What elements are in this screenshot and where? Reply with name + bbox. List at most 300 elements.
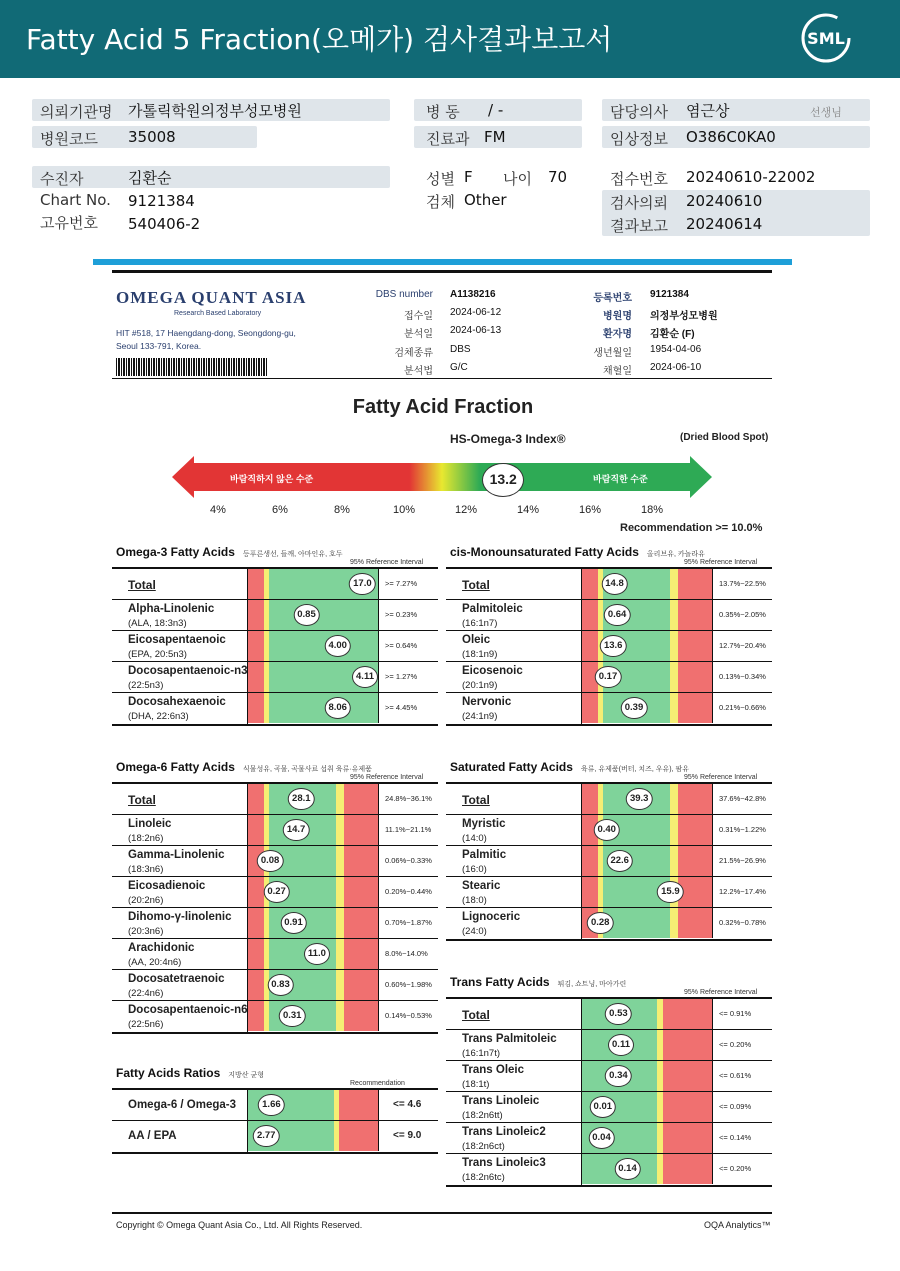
range-zone [663,999,712,1029]
range-bar [248,908,378,938]
reg-value: 9121384 [650,289,689,300]
ratios-table [112,1088,438,1154]
range-bar [248,569,378,599]
ward-label: 병 동 [426,103,460,121]
table-row [446,846,772,877]
range-zone [670,908,678,938]
table-row [446,693,772,724]
omega3-title-text: Omega-3 Fatty Acids [116,545,235,559]
value-marker: 0.91 [280,912,307,934]
reference-interval: <= 0.14% [712,1123,772,1153]
range-zone [344,908,378,938]
doctor-label: 담당의사 [610,103,668,121]
code-value: 35008 [128,128,176,146]
gauge-tick-label: 16% [578,504,602,516]
row-name: Alpha-Linolenic [128,603,215,615]
range-bar [248,970,378,1000]
row-name: Total [462,578,490,592]
report-title: Fatty Acid 5 Fraction(오메가) 검사결과보고서 [26,23,613,56]
row-name: Trans Palmitoleic [462,1033,557,1045]
range-zone [269,600,378,630]
range-zone [248,815,264,845]
range-zone [582,569,598,599]
reference-interval: <= 0.61% [712,1061,772,1091]
value-marker: 0.08 [257,850,284,872]
saturated-title [450,760,689,774]
table-row [446,815,772,846]
row-subname: (20:3n6) [128,926,164,937]
copyright: Copyright © Omega Quant Asia Co., Ltd. All Rights Reserved. [116,1220,363,1230]
reference-interval: <= 4.6 [378,1090,438,1120]
range-zone [248,970,264,1000]
table-row [446,1061,772,1092]
reference-interval: <= 0.20% [712,1030,772,1060]
reference-interval: <= 0.91% [712,999,772,1029]
range-zone [344,1001,378,1031]
age-value: 70 [548,168,568,186]
range-zone [248,662,264,692]
value-marker: 15.9 [657,881,684,903]
range-zone [670,815,678,845]
range-zone [344,815,378,845]
hosp-label: 병원명 [603,311,632,322]
omega6-table [112,782,438,1034]
omega3-title [116,545,343,559]
row-name: AA / EPA [128,1130,177,1142]
range-bar [582,999,712,1029]
row-subname: (EPA, 20:5n3) [128,649,187,660]
row-label [446,999,582,1030]
hospital-value: 가톨릭학원의정부성모병원 [128,102,302,120]
reference-interval: 0.21%~0.66% [712,693,772,723]
row-label [112,970,248,1001]
row-subname: (22:5n6) [128,1019,164,1030]
gauge-tick-label: 18% [640,504,664,516]
row-name: Trans Linoleic3 [462,1157,546,1169]
range-bar [582,662,712,692]
range-bar [582,784,712,814]
range-zone [582,693,598,723]
cismono-title [450,545,705,559]
range-bar [582,908,712,938]
spec-label: 검체종류 [394,348,433,359]
clinical-value: O386C0KA0 [686,128,776,146]
value-marker: 0.34 [605,1065,632,1087]
dob-value: 1954-04-06 [650,344,702,355]
row-name: Eicosadienoic [128,880,206,892]
result-label: 결과보고 [610,217,668,235]
index-label: HS-Omega-3 Index® [450,432,566,446]
range-zone [663,1154,712,1184]
range-zone [248,693,264,723]
row-name: Myristic [462,818,506,830]
lab-brand: OMEGA QUANT ASIA [116,288,307,307]
range-zone [336,1001,344,1031]
reg-label: 등록번호 [593,293,632,304]
range-zone [339,1090,378,1120]
chart-label: Chart No. [40,191,111,209]
range-zone [248,877,264,907]
value-marker: 22.6 [606,850,633,872]
cismono-ref-header: 95% Reference Interval [684,559,758,566]
doctor-value: 염근상 [686,102,730,120]
range-zone [248,631,264,661]
range-zone [663,1030,712,1060]
range-zone [269,693,378,723]
range-zone [336,815,344,845]
row-label [112,939,248,970]
range-bar [582,1154,712,1184]
barcode-icon [116,358,268,376]
range-zone [269,631,378,661]
range-zone [678,815,712,845]
value-marker: 0.40 [593,819,620,841]
table-row [446,631,772,662]
table-row [446,569,772,600]
range-bar [582,815,712,845]
range-bar [248,631,378,661]
row-name: Palmitoleic [462,603,523,615]
value-marker: 0.01 [590,1096,617,1118]
reference-interval: 12.2%~17.4% [712,877,772,907]
range-zone [248,908,264,938]
range-zone [248,569,264,599]
range-zone [336,939,344,969]
range-zone [670,600,678,630]
range-zone [670,631,678,661]
range-zone [344,784,378,814]
specimen-value: Other [464,191,507,209]
divider-rule [93,259,792,265]
range-bar [582,877,712,907]
row-label [112,569,248,600]
reference-interval: >= 7.27% [378,569,438,599]
value-marker: 0.31 [279,1005,306,1027]
row-label [112,1090,248,1121]
value-marker: 0.39 [621,697,648,719]
row-label [446,1092,582,1123]
gauge-tick-label: 8% [334,504,350,516]
row-label [446,1030,582,1061]
clinical-label: 임상정보 [610,130,668,148]
row-label [446,693,582,724]
range-bar [248,1121,378,1151]
row-subname: (18:2n6) [128,833,164,844]
row-name: Trans Linoleic [462,1095,540,1107]
range-zone [336,846,344,876]
row-label [112,693,248,724]
table-row [112,815,438,846]
ratios-title [116,1066,264,1080]
saturated-table [446,782,772,941]
row-name: Total [128,578,156,592]
table-row [446,600,772,631]
req-value: 20240610 [686,192,763,210]
range-bar [582,569,712,599]
value-marker: 0.04 [588,1127,615,1149]
reference-interval: 0.13%~0.34% [712,662,772,692]
reference-interval: 0.31%~1.22% [712,815,772,845]
row-name: Dihomo-γ-linolenic [128,911,232,923]
row-name: Docosatetraenoic [128,973,225,985]
table-row [112,693,438,724]
table-row [112,846,438,877]
range-zone [670,846,678,876]
table-row [446,1092,772,1123]
table-row [112,877,438,908]
reference-interval: 24.8%~36.1% [378,784,438,814]
range-zone [663,1123,712,1153]
value-marker: 39.3 [626,788,653,810]
row-subname: (18:1n9) [462,649,498,660]
row-label [446,1123,582,1154]
range-zone [678,662,712,692]
row-label [446,569,582,600]
omega6-title-text: Omega-6 Fatty Acids [116,760,235,774]
range-bar [248,693,378,723]
report-section-title: Fatty Acid Fraction [352,396,534,418]
saturated-subtitle: 육류, 유제품(버터, 치즈, 우유), 팜유 [580,766,690,773]
value-marker: 0.64 [604,604,631,626]
row-name: Eicosapentaenoic [128,634,226,646]
hospital-label: 의뢰기관명 [40,103,113,121]
reference-interval: >= 1.27% [378,662,438,692]
table-row [112,600,438,631]
reference-interval: 8.0%~14.0% [378,939,438,969]
reference-interval: 12.7%~20.4% [712,631,772,661]
value-marker: 0.17 [595,666,622,688]
row-label [112,784,248,815]
dept-value: FM [484,128,506,146]
range-bar [248,784,378,814]
reference-interval: 0.32%~0.78% [712,908,772,938]
table-row [112,908,438,939]
row-subname: (AA, 20:4n6) [128,957,182,968]
value-marker: 17.0 [349,573,376,595]
row-name: Omega-6 / Omega-3 [128,1099,237,1111]
range-zone [678,784,712,814]
row-subname: (18:2n6tt) [462,1110,503,1121]
range-zone [670,784,678,814]
age-label: 나이 [503,170,532,188]
sex-value: F [464,168,473,186]
table-row [112,784,438,815]
reference-interval: <= 9.0 [378,1121,438,1151]
range-zone [339,1121,378,1151]
value-marker: 0.83 [267,974,294,996]
table-row [112,1001,438,1032]
draw-value: 2024-06-10 [650,362,702,373]
row-name: Nervonic [462,696,512,708]
value-marker: 0.11 [608,1034,634,1056]
dept-label: 진료과 [426,130,470,148]
row-subname: (ALA, 18:3n3) [128,618,187,629]
range-zone [678,631,712,661]
recv-date-label: 접수일 [404,311,433,322]
code-label: 병원코드 [40,130,98,148]
report-top-rule [112,270,772,273]
row-subname: (14:0) [462,833,487,844]
table-row [112,569,438,600]
dbs-value: A1138216 [450,289,496,300]
row-subname: (20:2n6) [128,895,164,906]
range-bar [248,662,378,692]
value-marker: 0.14 [614,1158,641,1180]
value-marker: 0.27 [263,881,290,903]
row-label [446,631,582,662]
reference-interval: <= 0.20% [712,1154,772,1184]
range-zone [582,846,598,876]
range-zone [344,846,378,876]
range-zone [336,970,344,1000]
reference-interval: 21.5%~26.9% [712,846,772,876]
row-name: Lignoceric [462,911,521,923]
reference-interval: 0.14%~0.53% [378,1001,438,1031]
sex-label: 성별 [426,170,455,188]
reference-interval: 0.70%~1.87% [378,908,438,938]
row-subname: (16:0) [462,864,487,875]
row-name: Gamma-Linolenic [128,849,225,861]
row-label [446,815,582,846]
recommendation: Recommendation >= 10.0% [620,522,763,534]
row-label [112,877,248,908]
trans-title-text: Trans Fatty Acids [450,975,550,989]
method-value: G/C [450,362,468,373]
range-zone [336,784,344,814]
range-zone [670,662,678,692]
row-label [112,631,248,662]
dried-label: (Dried Blood Spot) [680,432,769,443]
range-zone [248,784,264,814]
saturated-title-text: Saturated Fatty Acids [450,760,573,774]
range-zone [248,1001,264,1031]
name-label: 수진자 [40,170,84,188]
row-subname: (22:4n6) [128,988,164,999]
row-label [446,662,582,693]
value-marker: 13.6 [600,635,627,657]
row-label [446,846,582,877]
row-subname: (16:1n7) [462,618,498,629]
range-bar [582,1061,712,1091]
ratios-subtitle: 지방산 균형 [228,1072,265,1079]
range-bar [582,1030,712,1060]
value-marker: 11.0 [304,943,330,965]
range-bar [582,1092,712,1122]
trans-subtitle: 튀김, 쇼트닝, 마아가린 [557,981,627,988]
range-zone [663,1061,712,1091]
row-label [112,1001,248,1032]
table-row [446,784,772,815]
range-zone [670,569,678,599]
draw-label: 채혈일 [603,366,632,377]
table-row [446,1154,772,1185]
value-marker: 4.00 [324,635,351,657]
row-label [112,662,248,693]
gauge-tick-label: 10% [392,504,416,516]
range-bar [582,1123,712,1153]
table-row [112,1090,438,1121]
result-value: 20240614 [686,215,763,233]
value-marker: 2.77 [253,1125,280,1147]
row-label [446,784,582,815]
range-zone [678,846,712,876]
row-name: Stearic [462,880,501,892]
uid-value: 540406-2 [128,215,201,233]
hosp-value: 의정부성모병원 [650,311,718,322]
value-marker: 1.66 [258,1094,285,1116]
row-name: Total [462,1008,490,1022]
table-row [446,1030,772,1061]
trans-table [446,997,772,1187]
value-marker: 14.7 [283,819,310,841]
reference-interval: 11.1%~21.1% [378,815,438,845]
footer-rule [112,1212,772,1214]
lab-brand-sub: Research Based Laboratory [174,310,262,317]
row-subname: (18:0) [462,895,487,906]
row-subname: (18:1t) [462,1079,490,1090]
range-bar [248,600,378,630]
oqa-brand: OQA Analytics™ [704,1220,771,1230]
trans-ref-header: 95% Reference Interval [684,989,758,996]
range-zone [344,970,378,1000]
range-zone [670,693,678,723]
row-subname: (22:5n3) [128,680,164,691]
anal-date-label: 분석일 [404,329,433,340]
range-bar [248,815,378,845]
gauge-tick-label: 6% [272,504,288,516]
row-name: Trans Oleic [462,1064,525,1076]
table-row [446,877,772,908]
range-bar [248,846,378,876]
row-name: Eicosenoic [462,665,523,677]
cismono-table [446,567,772,726]
sml-logo-icon [800,12,852,64]
row-label [112,846,248,877]
method-label: 분석법 [404,366,433,377]
pt-value: 김환순 (F) [650,329,695,340]
row-name: Total [128,793,156,807]
row-label [446,877,582,908]
row-label [446,1061,582,1092]
anal-date-value: 2024-06-13 [450,325,502,336]
report-header [0,0,900,78]
table-row [112,631,438,662]
reference-interval: 0.35%~2.05% [712,600,772,630]
index-marker: 13.2 [482,463,524,497]
value-marker: 8.06 [324,697,351,719]
row-name: Palmitic [462,849,507,861]
row-label [112,815,248,846]
row-label [446,600,582,631]
table-row [112,970,438,1001]
row-subname: (18:2n6ct) [462,1141,505,1152]
range-zone [248,600,264,630]
cismono-subtitle: 올리브유, 카놀라유 [646,551,705,558]
row-name: Linoleic [128,818,172,830]
row-subname: (18:3n6) [128,864,164,875]
row-subname: (24:1n9) [462,711,498,722]
row-name: Total [462,793,490,807]
row-name: Oleic [462,634,491,646]
dob-label: 생년월일 [593,348,632,359]
bad-zone-label: 바람직하지 않은 수준 [230,474,314,484]
report-info-rule [112,378,772,379]
row-label [446,1154,582,1185]
omega3-table [112,567,438,726]
table-row [112,939,438,970]
gauge-tick-label: 14% [516,504,540,516]
reference-interval: 0.60%~1.98% [378,970,438,1000]
